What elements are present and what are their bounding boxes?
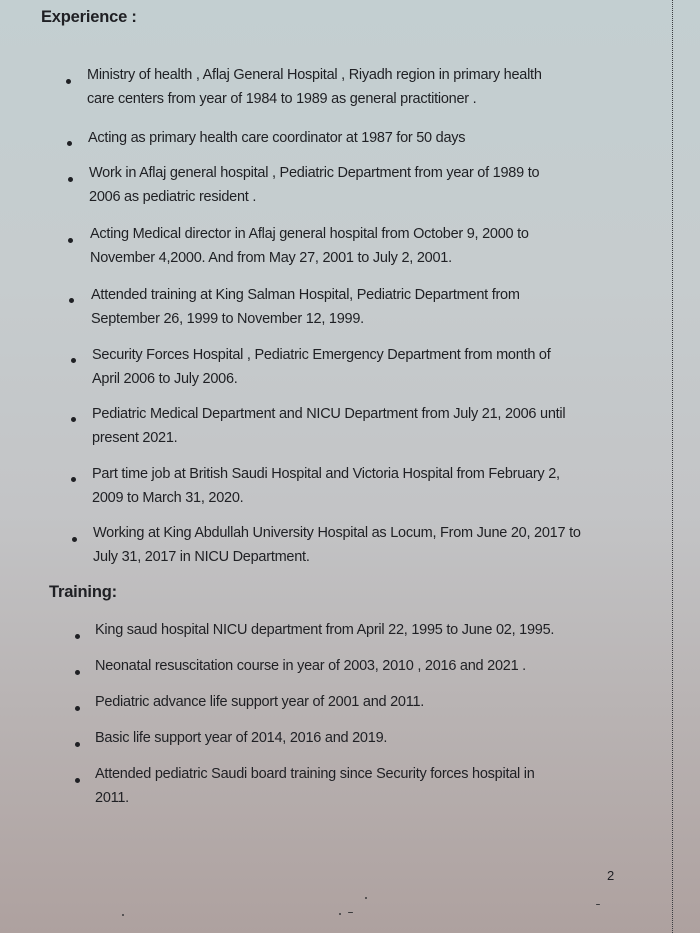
paper-speck: [348, 912, 353, 913]
item-line: care centers from year of 1984 to 1989 as general practitioner .: [87, 90, 477, 107]
paper-speck: [122, 914, 124, 916]
bullet-icon: [69, 298, 74, 303]
bullet-icon: [71, 358, 76, 363]
item-line: Attended pediatric Saudi board training since Security forces hospital in: [95, 766, 535, 782]
bullet-icon: [71, 417, 76, 422]
bullet-icon: [75, 706, 80, 711]
paper-speck: [596, 904, 600, 905]
item-line: Pediatric Medical Department and NICU Department from July 21, 2006 until: [92, 406, 566, 422]
item-line: 2006 as pediatric resident .: [89, 188, 257, 205]
bullet-icon: [67, 141, 72, 146]
bullet-icon: [75, 742, 80, 747]
item-line: April 2006 to July 2006.: [92, 370, 238, 387]
item-line: Acting as primary health care coordinator at 1987 for 50 days: [88, 130, 466, 146]
item-line: Work in Aflaj general hospital , Pediatric Department from year of 1989 to: [89, 165, 540, 181]
item-line: 2009 to March 31, 2020.: [92, 489, 244, 506]
bullet-icon: [75, 634, 80, 639]
page-number: 2: [607, 868, 615, 883]
bullet-icon: [68, 238, 73, 243]
item-line: present 2021.: [92, 429, 178, 446]
item-line: 2011.: [95, 789, 129, 806]
item-line: Attended training at King Salman Hospital, Pediatric Department from: [91, 287, 520, 303]
training-heading: Training:: [49, 583, 117, 601]
item-line: September 26, 1999 to November 12, 1999.: [91, 310, 364, 327]
bullet-icon: [72, 537, 77, 542]
page-margin-line: [672, 0, 673, 933]
paper-speck: [339, 913, 341, 915]
item-line: King saud hospital NICU department from April 22, 1995 to June 02, 1995.: [95, 622, 555, 638]
item-line: Part time job at British Saudi Hospital and Victoria Hospital from February 2,: [92, 466, 560, 482]
paper-speck: [365, 897, 367, 899]
item-line: Working at King Abdullah University Hospital as Locum, From June 20, 2017 to: [93, 525, 581, 541]
bullet-icon: [75, 670, 80, 675]
experience-heading: Experience :: [41, 8, 137, 26]
bullet-icon: [68, 177, 73, 182]
item-line: July 31, 2017 in NICU Department.: [93, 548, 310, 565]
item-line: Basic life support year of 2014, 2016 and 2019.: [95, 730, 388, 746]
item-line: Security Forces Hospital , Pediatric Emergency Department from month of: [92, 347, 551, 363]
item-line: Acting Medical director in Aflaj general hospital from October 9, 2000 to: [90, 226, 529, 242]
bullet-icon: [71, 477, 76, 482]
bullet-icon: [66, 79, 71, 84]
item-line: Pediatric advance life support year of 2001 and 2011.: [95, 694, 425, 710]
item-line: Ministry of health , Aflaj General Hospital , Riyadh region in primary health: [87, 67, 542, 83]
bullet-icon: [75, 778, 80, 783]
item-line: November 4,2000. And from May 27, 2001 to July 2, 2001.: [90, 249, 452, 266]
item-line: Neonatal resuscitation course in year of 2003, 2010 , 2016 and 2021 .: [95, 658, 526, 674]
